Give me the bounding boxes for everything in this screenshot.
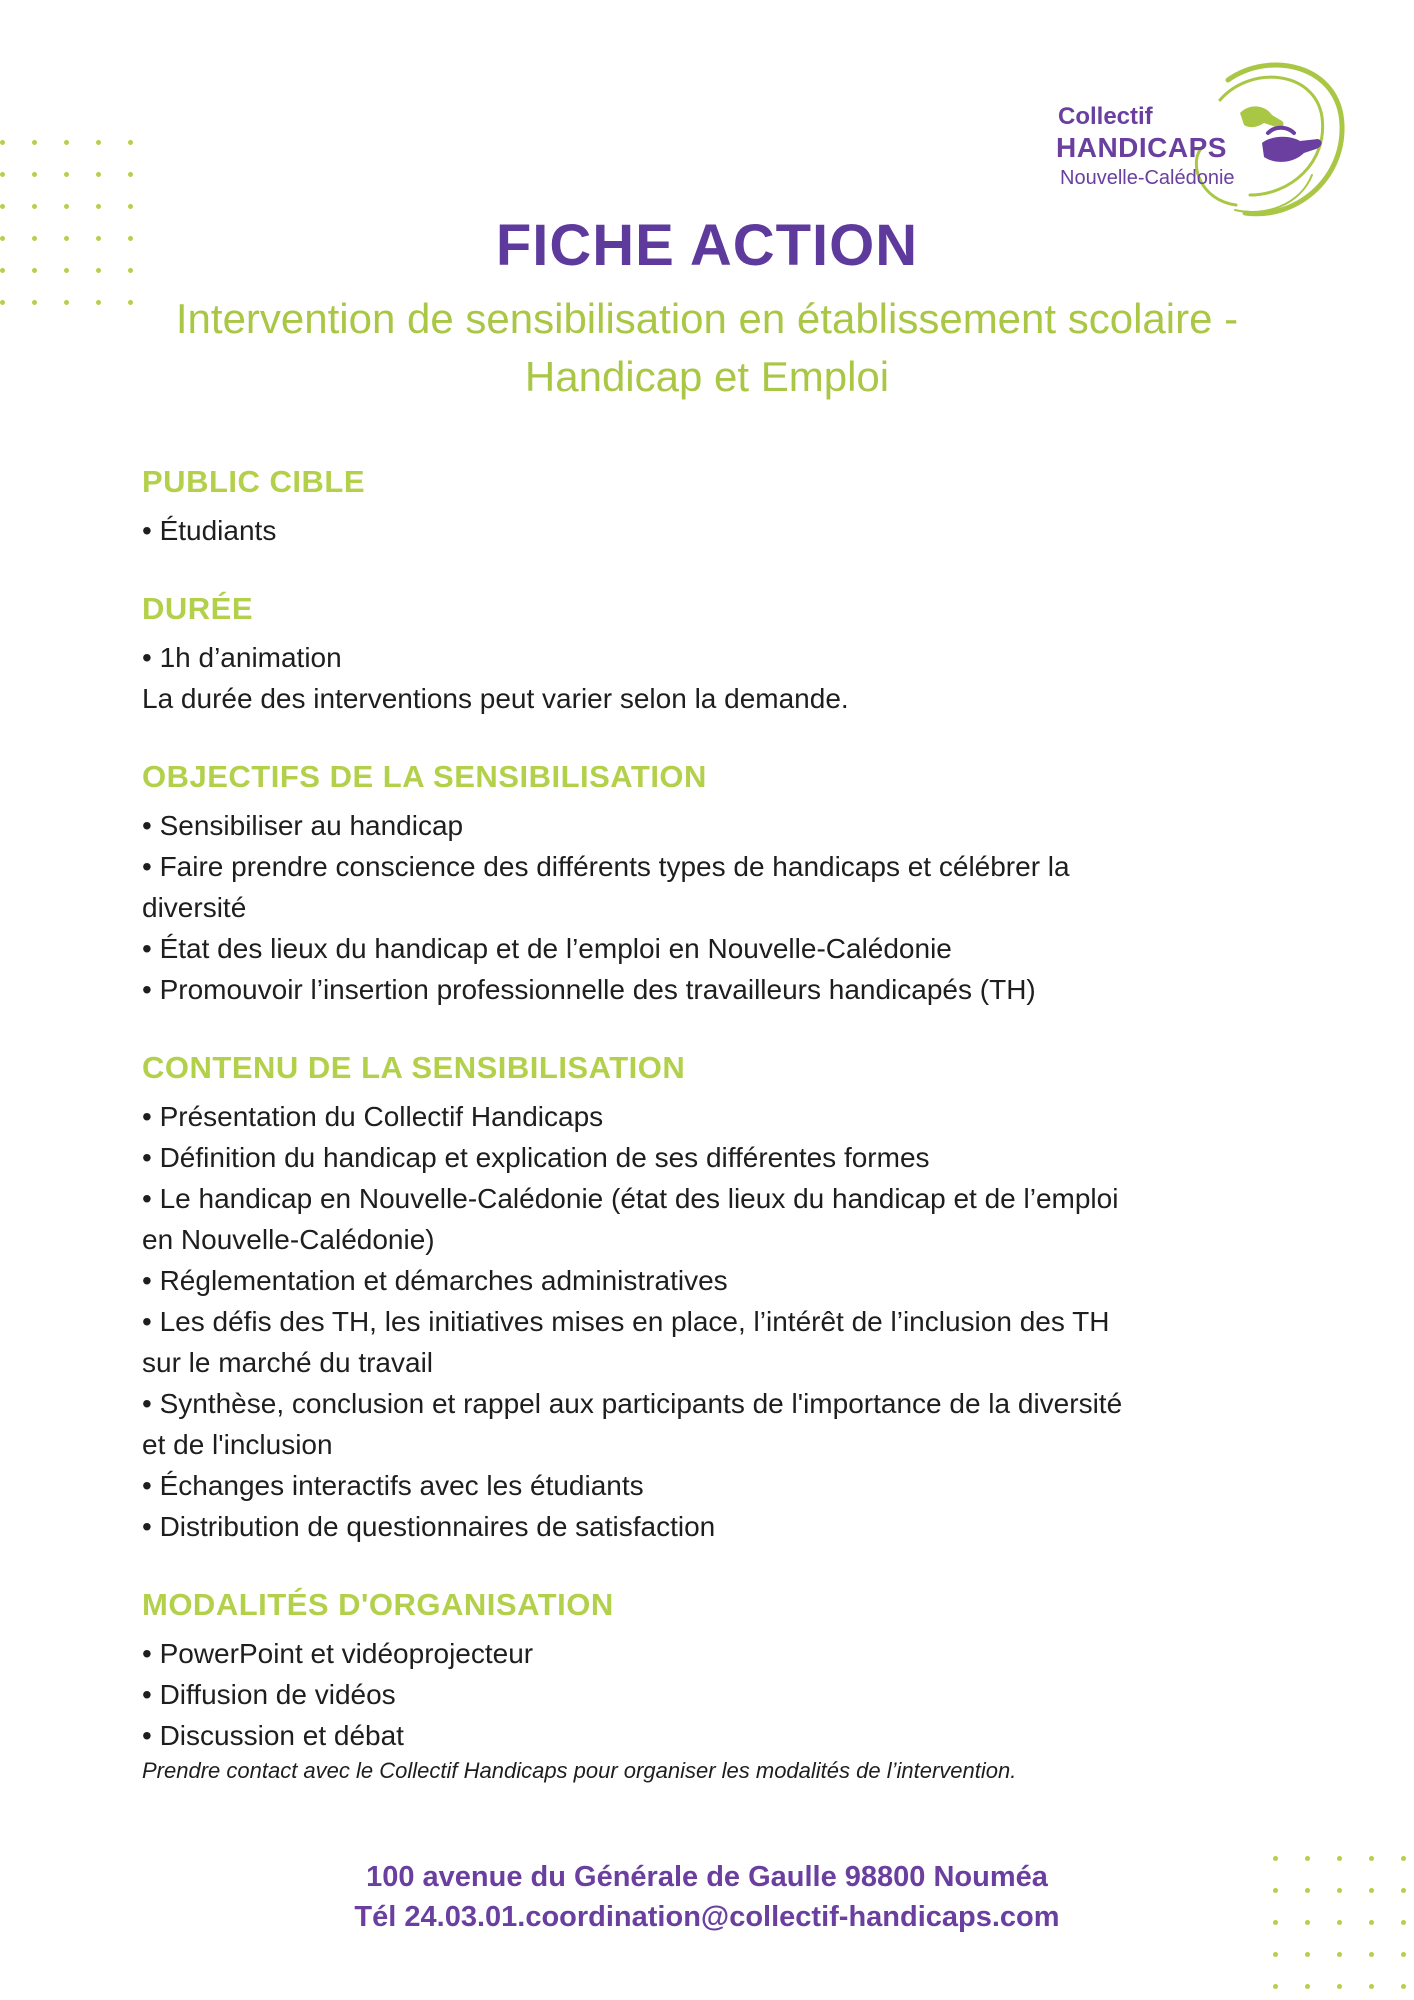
section-line: • Promouvoir l’insertion professionnelle des travailleurs handicapés (TH): [142, 974, 1036, 1005]
section-line: • Les défis des TH, les initiatives mises en place, l’intérêt de l’inclusion des TH: [142, 1306, 1110, 1337]
section-line: en Nouvelle-Calédonie): [142, 1224, 435, 1255]
section-line: • Discussion et débat: [142, 1720, 404, 1751]
decorative-dot: [96, 300, 101, 305]
decorative-dot: [0, 204, 5, 209]
decorative-dot: [1337, 1952, 1342, 1957]
section-line: • Distribution de questionnaires de satisfaction: [142, 1511, 716, 1542]
decorative-dot: [96, 204, 101, 209]
decorative-dot: [32, 204, 37, 209]
decorative-dot: [128, 300, 133, 305]
decorative-dot: [96, 140, 101, 145]
section-line: • Faire prendre conscience des différents types de handicaps et célébrer la: [142, 851, 1070, 882]
section-line: • Définition du handicap et explication de ses différentes formes: [142, 1142, 930, 1173]
decorative-dot: [128, 140, 133, 145]
decorative-dot: [96, 172, 101, 177]
decorative-dot: [128, 204, 133, 209]
decorative-dot: [1369, 1952, 1374, 1957]
section-line: • Étudiants: [142, 515, 277, 546]
section-line: • Sensibiliser au handicap: [142, 810, 464, 841]
section-heading: OBJECTIFS DE LA SENSIBILISATION: [142, 759, 707, 794]
section-public-cible: [142, 462, 1292, 551]
decorative-dot: [1369, 1984, 1374, 1989]
decorative-dot: [128, 172, 133, 177]
section-objectifs: [142, 757, 1292, 1010]
section-note: Prendre contact avec le Collectif Handicaps pour organiser les modalités de l’intervention.: [142, 1758, 1017, 1783]
section-line: • Synthèse, conclusion et rappel aux participants de l'importance de la diversité: [142, 1388, 1123, 1419]
footer-contact: [0, 1857, 1414, 1937]
section-line: La durée des interventions peut varier selon la demande.: [142, 683, 849, 714]
logo-line-3: Nouvelle-Calédonie: [1060, 167, 1235, 189]
decorative-dot: [0, 300, 5, 305]
section-heading: PUBLIC CIBLE: [142, 464, 365, 499]
section-heading: CONTENU DE LA SENSIBILISATION: [142, 1050, 686, 1085]
section-line: et de l'inclusion: [142, 1429, 333, 1460]
page-subtitle: Intervention de sensibilisation en établissement scolaire - Handicap et Emploi: [175, 295, 1239, 400]
decorative-dot: [1401, 1952, 1406, 1957]
section-line: sur le marché du travail: [142, 1347, 434, 1378]
section-line: • État des lieux du handicap et de l’emploi en Nouvelle-Calédonie: [142, 933, 952, 964]
decorative-dot: [0, 172, 5, 177]
decorative-dot: [1273, 1952, 1278, 1957]
decorative-dot: [32, 140, 37, 145]
section-line: • Le handicap en Nouvelle-Calédonie (état des lieux du handicap et de l’emploi: [142, 1183, 1119, 1214]
section-heading: DURÉE: [142, 591, 254, 626]
decorative-dot: [0, 140, 5, 145]
section-line: • Réglementation et démarches administratives: [142, 1265, 728, 1296]
section-duree: [142, 589, 1292, 719]
page-title: FICHE ACTION: [495, 213, 919, 278]
section-line: • Diffusion de vidéos: [142, 1679, 396, 1710]
section-line: • 1h d’animation: [142, 642, 342, 673]
decorative-dot: [1305, 1952, 1310, 1957]
section-modalites: [142, 1585, 1292, 1786]
section-line: • Présentation du Collectif Handicaps: [142, 1101, 604, 1132]
main-content: [142, 462, 1292, 1824]
decorative-dot: [64, 172, 69, 177]
section-line: • Échanges interactifs avec les étudiants: [142, 1470, 644, 1501]
decorative-dot: [64, 300, 69, 305]
decorative-dot: [32, 300, 37, 305]
section-contenu: [142, 1048, 1292, 1547]
decorative-dot: [64, 140, 69, 145]
section-line: • PowerPoint et vidéoprojecteur: [142, 1638, 534, 1669]
logo-line-2: HANDICAPS: [1056, 132, 1227, 163]
footer-address: 100 avenue du Générale de Gaulle 98800 Nouméa: [366, 1861, 1048, 1893]
section-heading: MODALITÉS D'ORGANISATION: [142, 1587, 614, 1622]
collectif-handicaps-logo: [1050, 55, 1350, 225]
logo-line-1: Collectif: [1058, 103, 1153, 130]
decorative-dot: [1305, 1984, 1310, 1989]
section-line: diversité: [142, 892, 247, 923]
footer-phone-email: Tél 24.03.01.coordination@collectif-handicaps.com: [354, 1901, 1060, 1933]
decorative-dot: [1337, 1984, 1342, 1989]
decorative-dot: [1401, 1984, 1406, 1989]
decorative-dot: [64, 204, 69, 209]
decorative-dot: [1273, 1984, 1278, 1989]
decorative-dot: [32, 172, 37, 177]
